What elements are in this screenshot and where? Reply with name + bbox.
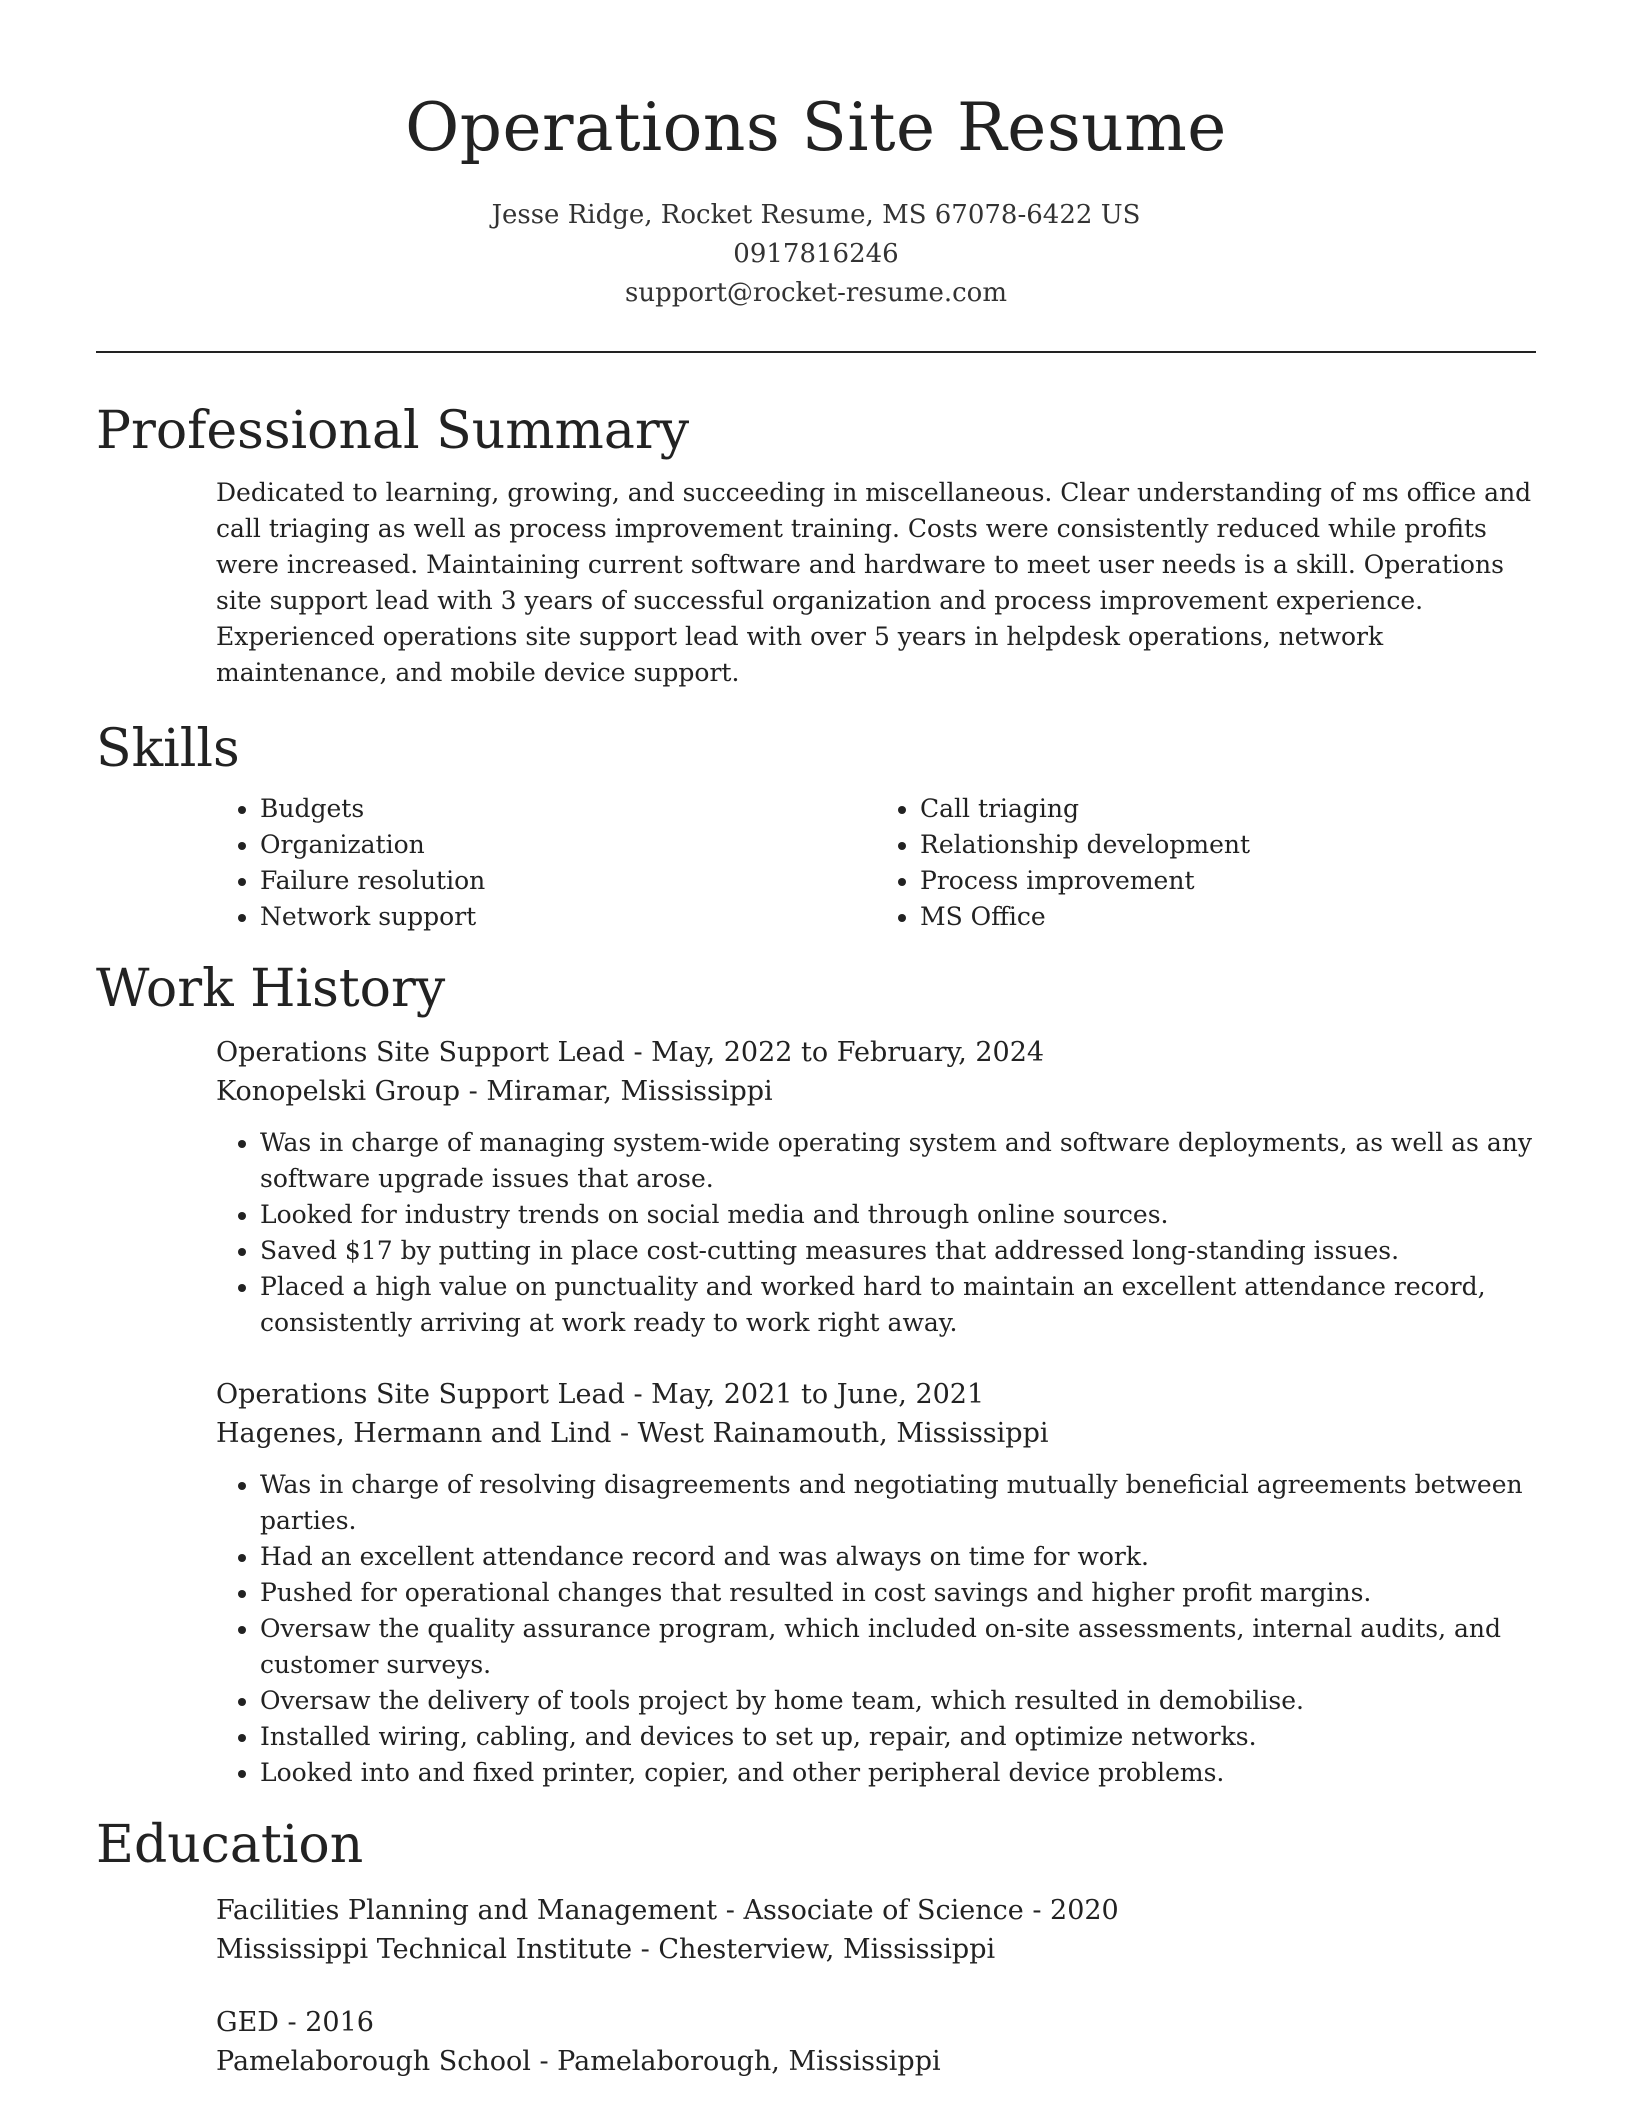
job-role-line [216,1033,1536,1072]
skills-heading: Skills [96,719,240,779]
education-school: Mississippi Technical Institute [216,1934,633,1965]
education-degree: Facilities Planning and Management - Associate of Science - 2020 [216,1895,1119,1926]
education-school-line [216,2042,1536,2081]
education-entry [96,1891,1536,1969]
contact-info [96,196,1536,313]
contact-phone: 0917816246 [733,239,899,269]
education-school: Pamelaborough School [216,2046,531,2077]
header-divider [96,351,1536,353]
skill-item: • Call triaging [920,791,1536,827]
job-employer-line [216,1414,1536,1453]
job-role: Operations Site Support Lead [216,1037,625,1068]
job-role: Operations Site Support Lead [216,1379,625,1410]
skill-item: • Budgets [260,791,876,827]
skills-grid [96,791,1536,935]
resume-header [96,0,1536,353]
job-bullet: • Pushed for operational changes that resulted in cost savings and higher profit margins. [260,1575,1536,1611]
skill-item: • MS Office [920,899,1536,935]
job-employer-line [216,1072,1536,1111]
skills-section [96,717,1536,935]
job-bullet: • Installed wiring, cabling, and devices to set up, repair, and optimize networks. [260,1719,1536,1755]
education-section [96,1813,1536,2081]
job-entry [96,1033,1536,1341]
skill-item: • Organization [260,827,876,863]
job-employer: Hagenes, Hermann and Lind [216,1418,612,1449]
summary-body [96,475,1536,691]
skills-column-left [216,791,876,935]
job-bullets [216,1467,1536,1791]
contact-address: Jesse Ridge, Rocket Resume, MS 67078-6422 US [491,200,1141,230]
skill-item: • Process improvement [920,863,1536,899]
summary-section [96,399,1536,691]
skill-item: • Relationship development [920,827,1536,863]
contact-email: support@rocket-resume.com [624,278,1007,308]
job-location: - West Rainamouth, Mississippi [611,1418,1049,1449]
job-dates: - May, 2022 to February, 2024 [624,1037,1045,1068]
resume-title: Operations Site Resume [405,89,1227,166]
job-bullet: • Placed a high value on punctuality and worked hard to maintain an excellent attendance record, consistently arriving at work ready to work right away. [260,1269,1536,1341]
education-heading: Education [96,1815,364,1875]
job-bullet: • Was in charge of resolving disagreements and negotiating mutually beneficial agreements between parties. [260,1467,1536,1539]
work-history-section [96,957,1536,1791]
education-school-line [216,1930,1536,1969]
education-location: - Chesterview, Mississippi [632,1934,996,1965]
job-bullet: • Oversaw the quality assurance program, which included on-site assessments, internal audits, and customer surveys. [260,1611,1536,1683]
job-dates: - May, 2021 to June, 2021 [624,1379,985,1410]
job-employer: Konopelski Group [216,1076,461,1107]
job-bullet: • Saved $17 by putting in place cost-cutting measures that addressed long-standing issues. [260,1233,1536,1269]
education-location: - Pamelaborough, Mississippi [530,2046,941,2077]
education-degree: GED - 2016 [216,2007,374,2038]
skill-item: • Failure resolution [260,863,876,899]
job-bullet: • Had an excellent attendance record and was always on time for work. [260,1539,1536,1575]
skills-column-right [876,791,1536,935]
job-entry [96,1375,1536,1791]
skill-item: • Network support [260,899,876,935]
summary-text: Dedicated to learning, growing, and succeeding in miscellaneous. Clear understanding of ms office and call triaging as well as process improvement training. Costs were consistently reduced while profits were increased. Maintaining current software and hardware to meet user needs is a skill. Operations site support lead with 3 years of successful organization and process improvement experience. Experienced operations site support lead with over 5 years in helpdesk operations, network maintenance, and mobile device support. [216,478,1532,687]
job-bullet: • Looked for industry trends on social media and through online sources. [260,1197,1536,1233]
summary-heading: Professional Summary [96,401,690,461]
work-history-heading: Work History [96,959,446,1019]
job-location: - Miramar, Mississippi [460,1076,773,1107]
job-bullet: • Oversaw the delivery of tools project by home team, which resulted in demobilise. [260,1683,1536,1719]
job-role-line [216,1375,1536,1414]
job-bullets [216,1125,1536,1341]
job-bullet: • Looked into and fixed printer, copier, and other peripheral device problems. [260,1755,1536,1791]
education-entry [96,2003,1536,2081]
job-bullet: • Was in charge of managing system-wide operating system and software deployments, as well as any software upgrade issues that arose. [260,1125,1536,1197]
